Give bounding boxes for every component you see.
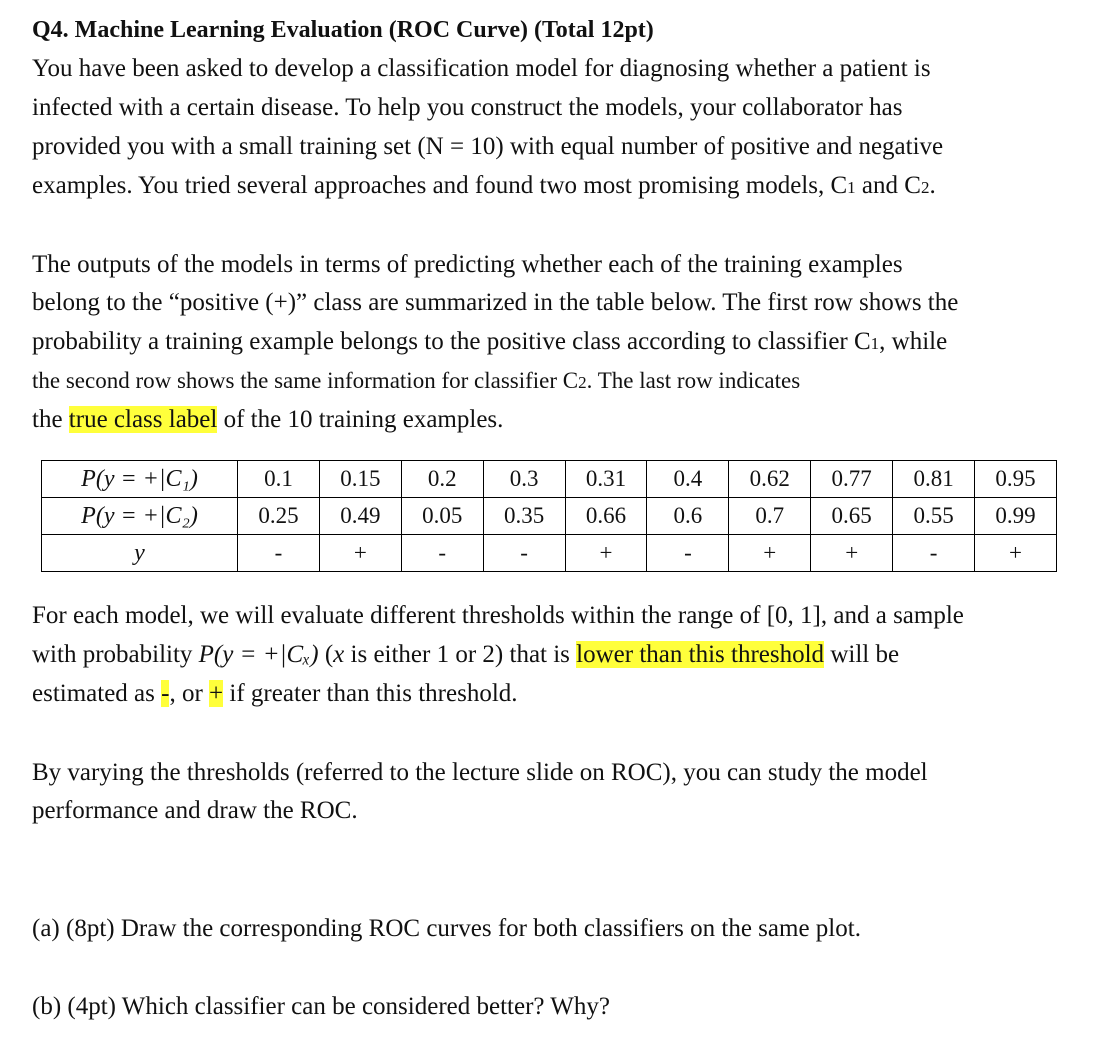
table-cell: 0.6: [647, 498, 729, 535]
para4-line1-justified: [32, 758, 1072, 788]
para2-line4-end: . The last row indicates: [586, 368, 801, 393]
para2-line5: [32, 405, 503, 435]
para1-line4-end: .: [929, 172, 936, 199]
probability-expression: P(y = +|Cₓ): [198, 641, 319, 668]
table-row-c2: [42, 498, 1057, 535]
table-cell: 0.2: [401, 461, 483, 498]
row-label-y: y: [42, 535, 238, 572]
para2-line3: [32, 327, 947, 359]
table-cell: -: [238, 535, 320, 572]
table-cell: 0.77: [811, 461, 893, 498]
true-class-label-highlight: true class label: [68, 406, 218, 433]
para2-line4-text: the second row shows the same information for classifier C: [32, 368, 579, 393]
para2-line4: [32, 366, 800, 398]
para4-line2: performance and draw the ROC.: [32, 797, 358, 824]
para3-line3: [32, 679, 518, 709]
table-row-c1: [42, 461, 1057, 498]
para3-line2-paren: (: [318, 641, 334, 668]
c2-subscript: 2: [920, 178, 930, 197]
table-cell: 0.81: [893, 461, 975, 498]
table-cell: 0.49: [319, 498, 401, 535]
table-row-y: [42, 535, 1057, 572]
part-b: (b) (4pt) Which classifier can be considered better? Why?: [32, 993, 610, 1020]
para3-line3-or: , or: [169, 680, 210, 707]
table-cell: 0.3: [483, 461, 565, 498]
c2-subscript: 2: [578, 373, 587, 392]
c1-subscript: 1: [847, 178, 856, 197]
x-variable: x: [333, 641, 345, 668]
question-title: Q4. Machine Learning Evaluation (ROC Curve) (Total 12pt): [32, 17, 654, 43]
table-cell: -: [893, 535, 975, 572]
table-cell: 0.62: [729, 461, 811, 498]
para3-line1-text: For each model, we will evaluate different thresholds within the range of [0, 1], and a sample: [32, 602, 964, 629]
para4-line1: [32, 758, 1072, 788]
table-cell: 0.35: [483, 498, 565, 535]
para1-line3: provided you with a small training set (N = 10) with equal number of positive and negative: [32, 133, 944, 160]
table-cell: -: [401, 535, 483, 572]
para3-line1: [32, 601, 1072, 631]
para3-line3-end: if greater than this threshold.: [223, 680, 518, 707]
row-label-c2: P(y = +|C₂): [42, 498, 238, 535]
para2-line3-end: , while: [879, 328, 948, 355]
table-cell: 0.15: [319, 461, 401, 498]
para4-line1-text: By varying the thresholds (referred to the lecture slide on ROC), you can study the model: [32, 759, 928, 786]
probability-table: [41, 460, 1057, 572]
lower-threshold-highlight: lower than this threshold: [576, 641, 825, 668]
table-cell: 0.7: [729, 498, 811, 535]
para2-line5-end: of the 10 training examples.: [217, 406, 504, 433]
para2-line3-text: probability a training example belongs to the positive class according to classifier C: [32, 328, 871, 355]
para3-line3-text: estimated as: [32, 680, 162, 707]
table-cell: 0.1: [238, 461, 320, 498]
para2-line5-text: the: [32, 406, 69, 433]
table-cell: -: [647, 535, 729, 572]
para3-line2-end: will be: [824, 641, 900, 668]
para1-line4-and: and C: [855, 172, 921, 199]
para1-line1: You have been asked to develop a classification model for diagnosing whether a patient is: [32, 55, 931, 82]
para3-line1-justified: [32, 601, 1072, 631]
table-cell: 0.05: [401, 498, 483, 535]
table-cell: +: [319, 535, 401, 572]
para3-line2-text: with probability: [32, 641, 199, 668]
para1-line2: infected with a certain disease. To help you construct the models, your collaborator has: [32, 94, 903, 121]
table-cell: 0.65: [811, 498, 893, 535]
para3-line2: [32, 640, 899, 670]
para2-line2: belong to the “positive (+)” class are summarized in the table below. The first row shows the: [32, 289, 959, 316]
part-a: (a) (8pt) Draw the corresponding ROC curves for both classifiers on the same plot.: [32, 915, 861, 942]
table-cell: 0.99: [975, 498, 1057, 535]
minus-highlight: -: [161, 680, 170, 707]
para1-line4-text: examples. You tried several approaches and found two most promising models, C: [32, 172, 848, 199]
table-cell: 0.66: [565, 498, 647, 535]
c1-subscript: 1: [870, 334, 880, 353]
table-cell: +: [811, 535, 893, 572]
para3-line2-mid: is either 1 or 2) that is: [344, 641, 577, 668]
para1-line4: [32, 171, 936, 203]
table-cell: 0.4: [647, 461, 729, 498]
table-cell: +: [729, 535, 811, 572]
table-cell: -: [483, 535, 565, 572]
table-cell: 0.31: [565, 461, 647, 498]
para2-line1: The outputs of the models in terms of predicting whether each of the training examples: [32, 251, 903, 278]
table-cell: 0.55: [893, 498, 975, 535]
table-cell: +: [975, 535, 1057, 572]
table-cell: 0.95: [975, 461, 1057, 498]
table-cell: +: [565, 535, 647, 572]
table-cell: 0.25: [238, 498, 320, 535]
plus-highlight: +: [209, 680, 224, 707]
row-label-c1: P(y = +|C₁): [42, 461, 238, 498]
